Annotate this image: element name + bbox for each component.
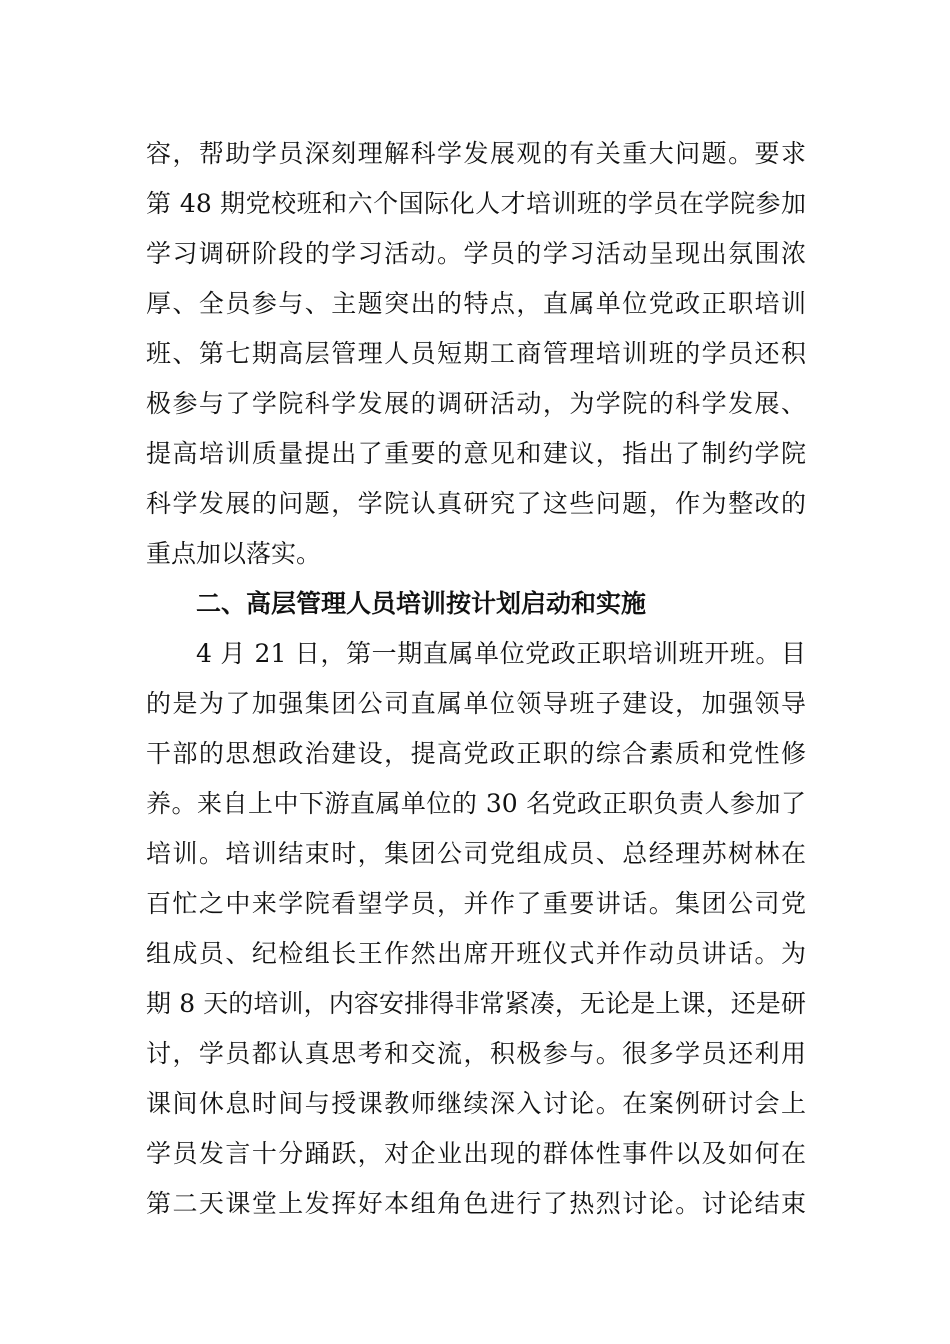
paragraph-line: 讨，学员都认真思考和交流，积极参与。很多学员还利用 — [146, 1039, 806, 1068]
paragraph-line: 期 8 天的培训，内容安排得非常紧凑，无论是上课，还是研 — [146, 989, 806, 1018]
paragraph-line: 提高培训质量提出了重要的意见和建议，指出了制约学院 — [146, 439, 806, 468]
paragraph-line: 组成员、纪检组长王作然出席开班仪式并作动员讲话。为 — [146, 939, 806, 968]
paragraph-line: 学习调研阶段的学习活动。学员的学习活动呈现出氛围浓 — [146, 239, 806, 268]
paragraph-line: 的是为了加强集团公司直属单位领导班子建设，加强领导 — [146, 689, 806, 718]
paragraph-line: 班、第七期高层管理人员短期工商管理培训班的学员还积 — [146, 339, 806, 368]
paragraph-line: 第 48 期党校班和六个国际化人才培训班的学员在学院参加 — [146, 189, 806, 218]
paragraph-line: 极参与了学院科学发展的调研活动，为学院的科学发展、 — [146, 389, 806, 418]
paragraph-line: 学员发言十分踊跃，对企业出现的群体性事件以及如何在 — [146, 1139, 806, 1168]
paragraph-line: 厚、全员参与、主题突出的特点，直属单位党政正职培训 — [146, 289, 806, 318]
paragraph-line: 百忙之中来学院看望学员，并作了重要讲话。集团公司党 — [146, 889, 806, 918]
paragraph-line: 干部的思想政治建设，提高党政正职的综合素质和党性修 — [146, 739, 806, 768]
paragraph-line: 重点加以落实。 — [146, 539, 322, 568]
paragraph-line: 容，帮助学员深刻理解科学发展观的有关重大问题。要求 — [146, 139, 806, 168]
paragraph-line: 养。来自上中下游直属单位的 30 名党政正职负责人参加了 — [146, 789, 806, 818]
paragraph-line: 第二天课堂上发挥好本组角色进行了热烈讨论。讨论结束 — [146, 1189, 806, 1218]
paragraph-line: 科学发展的问题，学院认真研究了这些问题，作为整改的 — [146, 489, 806, 518]
paragraph-line: 4 月 21 日，第一期直属单位党政正职培训班开班。目 — [196, 639, 806, 668]
paragraph-line: 课间休息时间与授课教师继续深入讨论。在案例研讨会上 — [146, 1089, 806, 1118]
paragraph-line: 培训。培训结束时，集团公司党组成员、总经理苏树林在 — [146, 839, 806, 868]
section-heading: 二、高层管理人员培训按计划启动和实施 — [196, 589, 647, 618]
